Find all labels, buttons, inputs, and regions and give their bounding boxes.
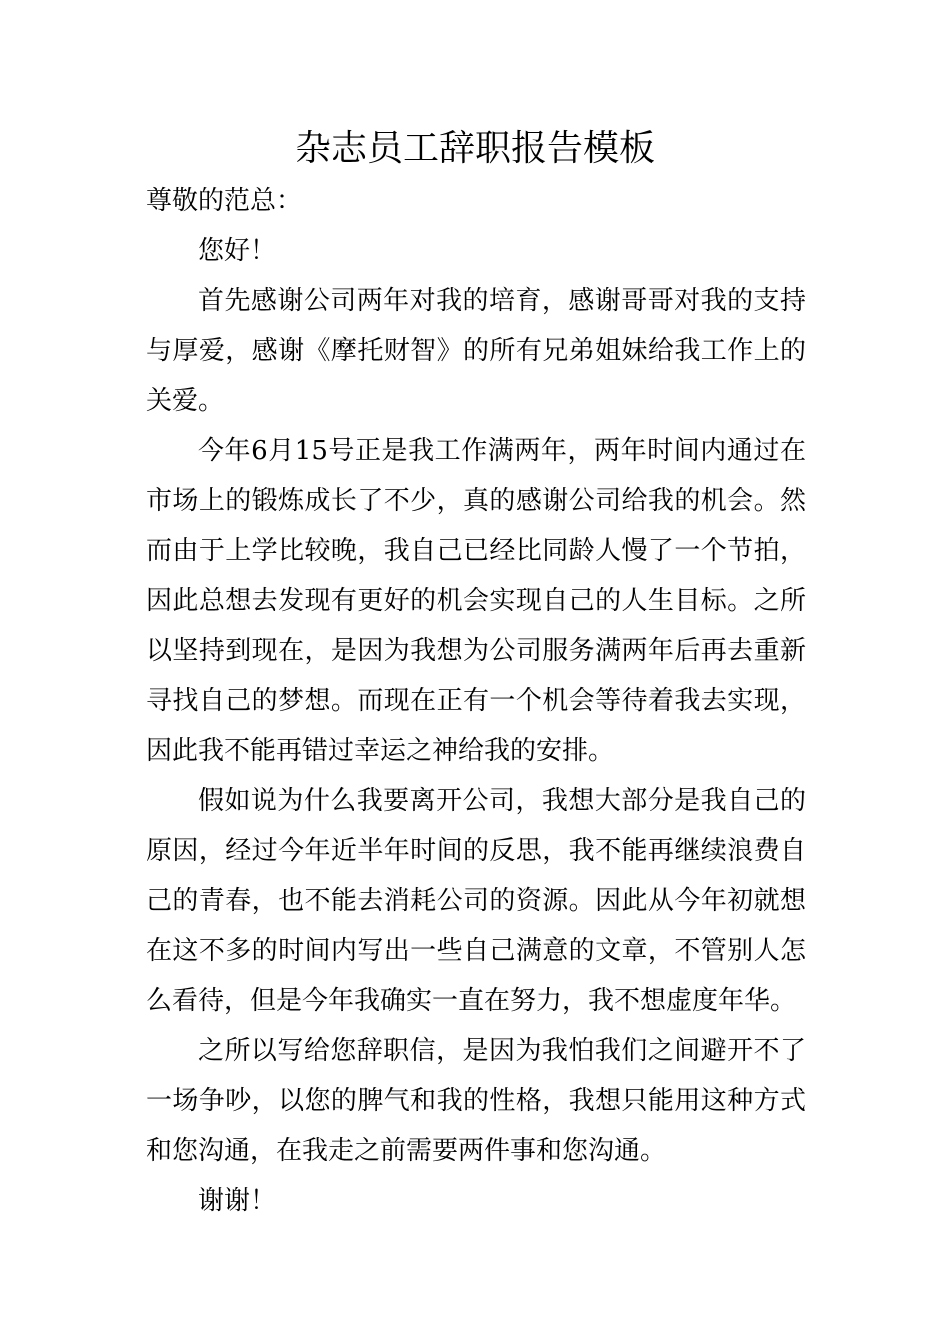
salutation: 尊敬的范总： xyxy=(146,186,303,216)
document-body xyxy=(146,176,806,1226)
document-title: 杂志员工辞职报告模板 xyxy=(294,128,655,169)
greeting: 您好！ xyxy=(198,236,277,266)
paragraph-1: 首先感谢公司两年对我的培育，感谢哥哥对我的支持与厚爱，感谢《摩托财智》的所有兄弟姐妹给我工作上的关爱。 xyxy=(146,286,806,416)
closing: 谢谢！ xyxy=(198,1186,277,1216)
paragraph-2: 今年6月15号正是我工作满两年，两年时间内通过在市场上的锻炼成长了不少，真的感谢公司给我的机会。然而由于上学比较晚，我自己已经比同龄人慢了一个节拍，因此总想去发现有更好的机会实现自己的人生目标。之所以坚持到现在，是因为我想为公司服务满两年后再去重新寻找自己的梦想。而现在正有一个机会等待着我去实现，因此我不能再错过幸运之神给我的安排。 xyxy=(146,436,806,766)
paragraph-3: 假如说为什么我要离开公司，我想大部分是我自己的原因，经过今年近半年时间的反思，我不能再继续浪费自己的青春，也不能去消耗公司的资源。因此从今年初就想在这不多的时间内写出一些自己满意的文章，不管别人怎么看待，但是今年我确实一直在努力，我不想虚度年华。 xyxy=(146,786,806,1016)
paragraph-4: 之所以写给您辞职信，是因为我怕我们之间避开不了一场争吵，以您的脾气和我的性格，我想只能用这种方式和您沟通，在我走之前需要两件事和您沟通。 xyxy=(146,1036,806,1166)
